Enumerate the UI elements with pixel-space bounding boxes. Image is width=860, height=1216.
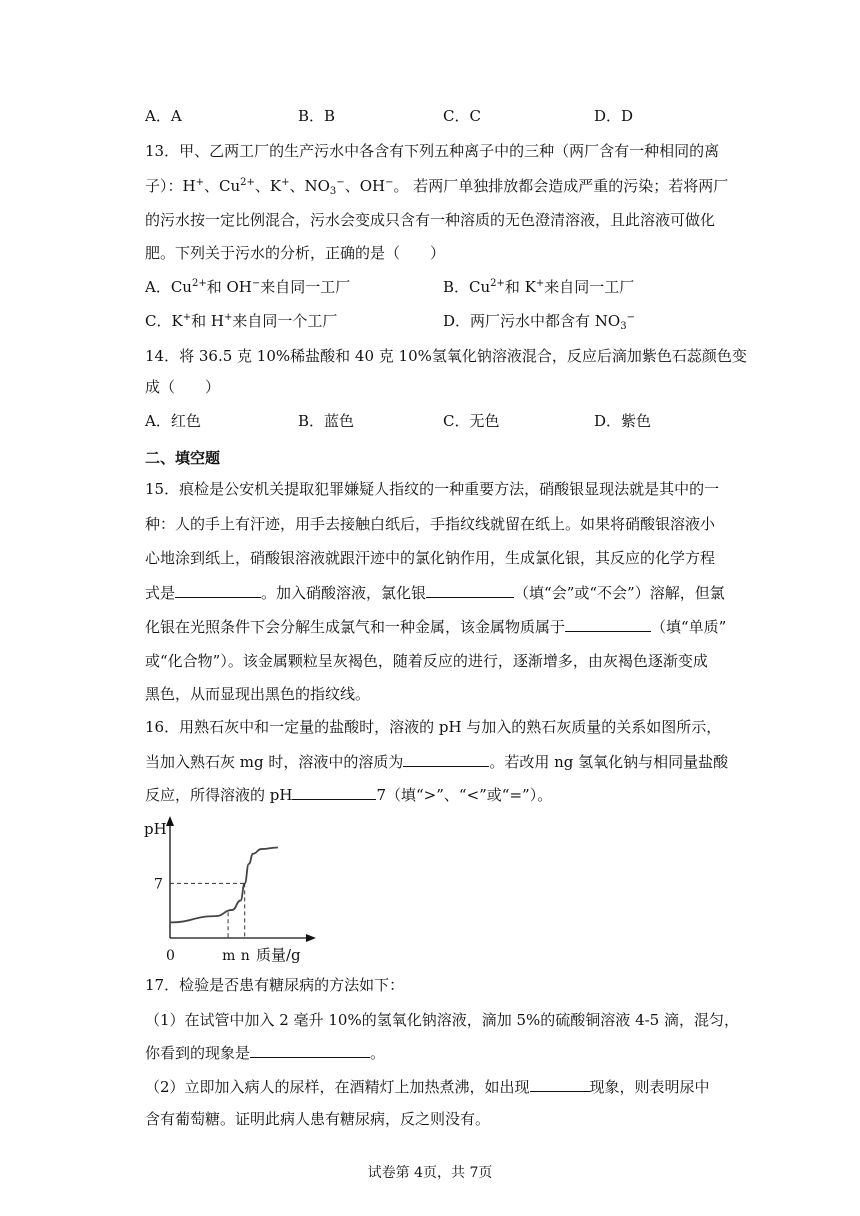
q13-option-c: C．K+和 H+来自同一个工厂 xyxy=(145,312,338,330)
answer-blank[interactable] xyxy=(403,752,489,767)
q17-line-4: （2）立即加入病人的尿样，在酒精灯上加热煮沸，如出现 现象，则表明尿中 xyxy=(145,1078,710,1096)
answer-blank[interactable] xyxy=(175,583,261,598)
x-tick-m: m xyxy=(222,948,236,964)
q15-line-1: 15．痕检是公安机关提取犯罪嫌疑人指纹的一种重要方法，硝酸银显现法就是其中的一 xyxy=(145,480,720,498)
q17-line-2: （1）在试管中加入 2 毫升 10%的氢氧化钠溶液，滴加 5%的硫酸铜溶液 4-5 滴，混匀， xyxy=(145,1011,739,1029)
q15-line-7: 黑色，从而显现出黑色的指纹线。 xyxy=(145,685,371,703)
answer-blank[interactable] xyxy=(292,785,376,800)
q14-line-1: 14．将 36.5 克 10%稀盐酸和 40 克 10%氢氧化钠溶液混合，反应后滴加紫色石蕊颜色变 xyxy=(145,347,747,365)
q16-line-2: 当加入熟石灰 mg 时，溶液中的溶质为 。若改用 ng 氢氧化钠与相同量盐酸 xyxy=(145,753,729,771)
q15-line-2: 种：人的手上有汗迹，用手去接触白纸后，手指纹线就留在纸上。如果将硝酸银溶液小 xyxy=(145,515,716,533)
x-axis-arrow xyxy=(306,934,316,942)
q17-line-5: 含有葡萄糖。证明此病人患有糖尿病，反之则没有。 xyxy=(145,1110,491,1128)
q14-option-d: D．紫色 xyxy=(594,412,652,430)
q13-line-3: 的污水按一定比例混合，污水会变成只含有一种溶质的无色澄清溶液，且此溶液可做化 xyxy=(145,211,716,229)
q13-line-4: 肥。下列关于污水的分析，正确的是（ ） xyxy=(145,244,446,262)
q15-line-4: 式是 。加入硝酸溶液，氯化银 （填“会”或“不会”）溶解，但氯 xyxy=(145,584,725,602)
q16-line-3: 反应，所得溶液的 pH 7（填“>”、“<”或“=”）。 xyxy=(145,786,553,804)
answer-blank[interactable] xyxy=(426,583,514,598)
ph-curve xyxy=(170,848,278,923)
q14-option-c: C．无色 xyxy=(443,412,500,430)
page-footer: 试卷第 4页，共 7页 xyxy=(367,1165,493,1181)
q14-option-b: B．蓝色 xyxy=(298,412,355,430)
x-axis-label: 质量/g xyxy=(256,946,301,964)
q15-line-3: 心地涂到纸上，硝酸银溶液就跟汗迹中的氯化钠作用，生成氯化银，其反应的化学方程 xyxy=(145,549,716,567)
x-tick-n: n xyxy=(240,948,250,964)
q15-line-5: 化银在光照条件下会分解生成氯气和一种金属，该金属物质属于 （填“单质” xyxy=(145,618,727,636)
y-axis-label: pH xyxy=(144,820,167,838)
q16-line-1: 16．用熟石灰中和一定量的盐酸时，溶液的 pH 与加入的熟石灰质量的关系如图所示， xyxy=(145,718,722,736)
answer-blank[interactable] xyxy=(250,1043,370,1058)
origin-label: 0 xyxy=(166,948,175,964)
q12-option-c: C．C xyxy=(443,107,481,125)
section-heading-fill-in: 二、填空题 xyxy=(145,449,221,467)
answer-blank[interactable] xyxy=(530,1077,590,1092)
q14-line-2: 成（ ） xyxy=(145,378,221,396)
q15-line-6: 或“化合物”）。该金属颗粒呈灰褐色，随着反应的进行，逐渐增多，由灰褐色逐渐变成 xyxy=(145,652,708,670)
q17-line-3: 你看到的现象是 。 xyxy=(145,1044,386,1062)
q17-line-1: 17．检验是否患有糖尿病的方法如下： xyxy=(145,976,405,994)
q12-option-b: B．B xyxy=(298,107,336,125)
q13-line-1: 13．甲、乙两工厂的生产污水中各含有下列五种离子中的三种（两厂含有一种相同的离 xyxy=(145,142,720,160)
q14-option-a: A．红色 xyxy=(145,412,201,430)
q12-option-d: D．D xyxy=(594,107,634,125)
y-axis-arrow xyxy=(166,816,174,826)
ph-curve-chart xyxy=(140,812,320,967)
q13-option-a: A．$Cu^{2+}$和 OH−来自同一工厂 xyxy=(145,278,351,296)
q13-option-b: B．$Cu^{2+}$和 K+来自同一工厂 xyxy=(443,278,635,296)
q13-option-d: D．两厂污水中都含有 $NO_3^-$ xyxy=(443,312,635,332)
q12-option-a: A．A xyxy=(145,107,182,125)
q13-line-2: 子）：H+、$Cu^{2+}$、K+、$NO_3^-$、OH−。 若两厂单独排放都会造成严重的污染；若将两厂 xyxy=(145,177,729,197)
answer-blank[interactable] xyxy=(565,617,651,632)
y-tick-7: 7 xyxy=(154,876,163,893)
